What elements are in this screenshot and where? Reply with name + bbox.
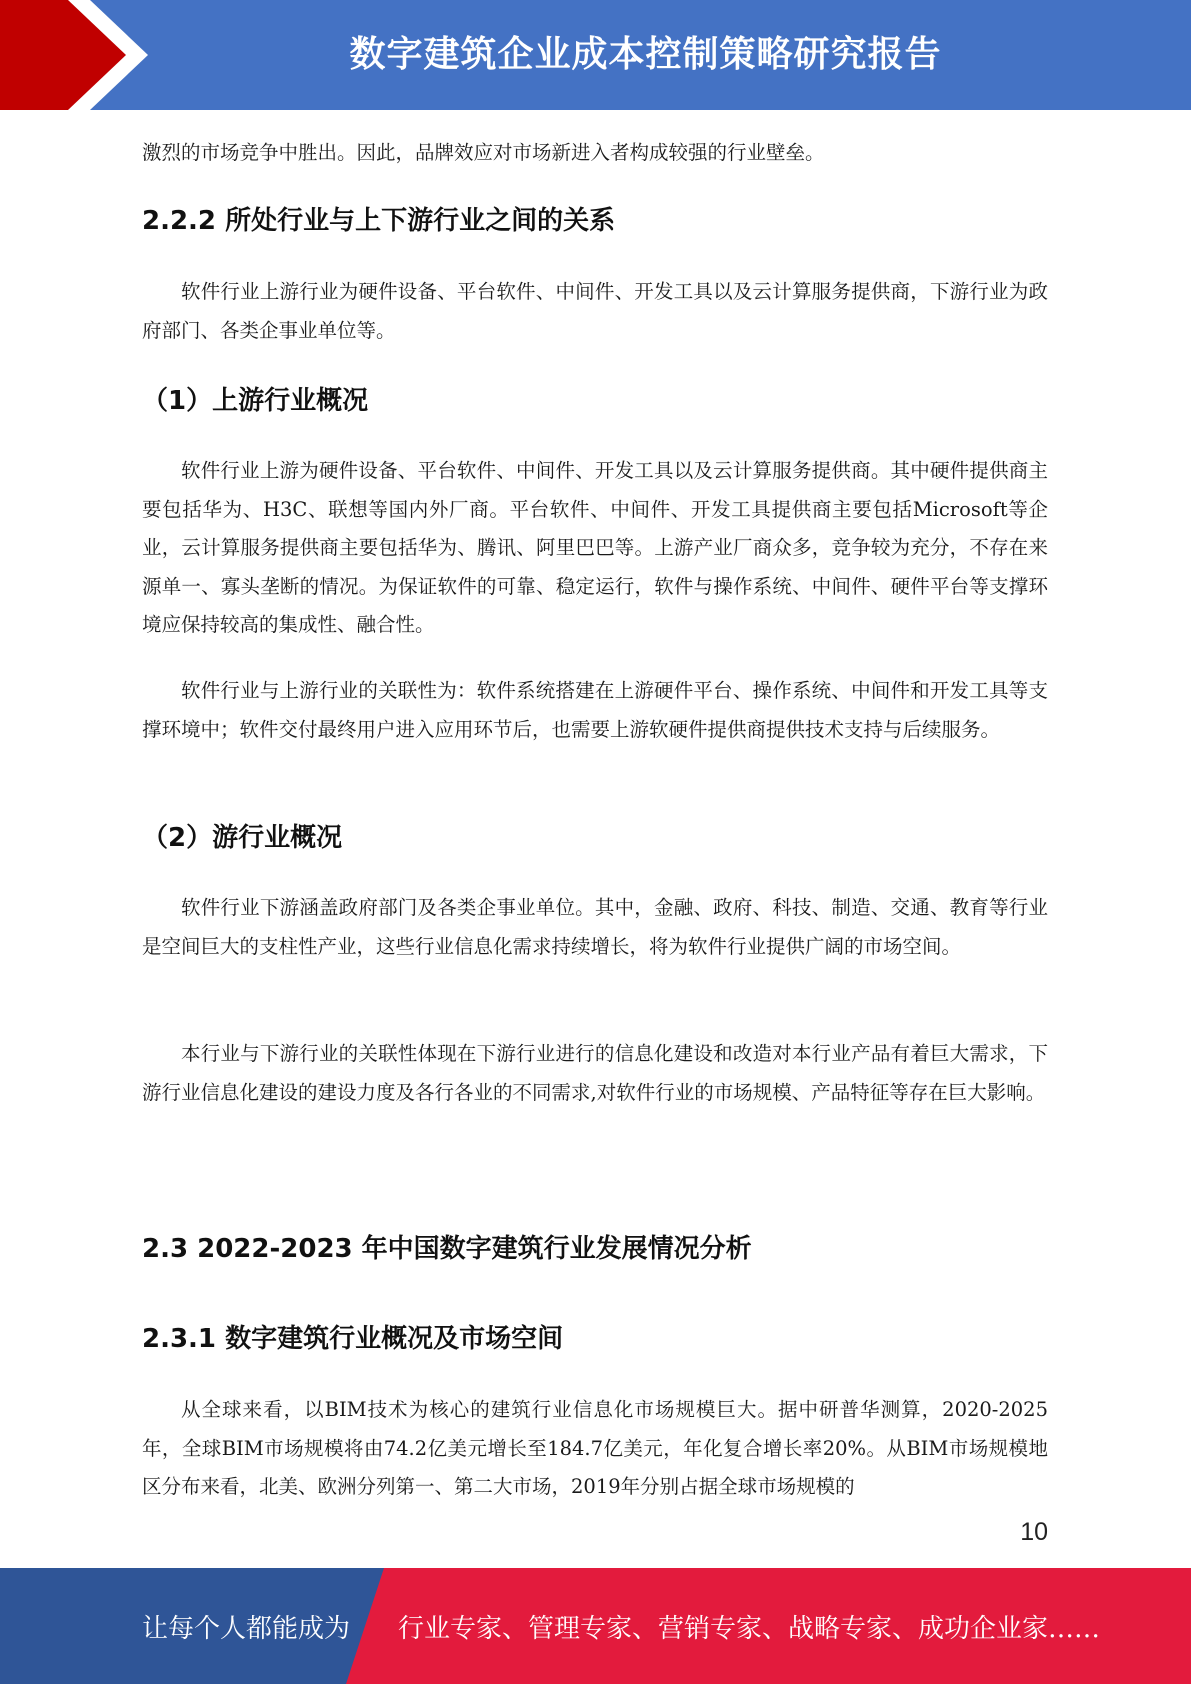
footer-slogan-right: 行业专家、管理专家、营销专家、战略专家、成功企业家…… bbox=[398, 1614, 1101, 1644]
chevron-arrow-icon bbox=[0, 0, 160, 110]
subheading-upstream: （1）上游行业概况 bbox=[142, 386, 369, 416]
paragraph: 软件行业下游涵盖政府部门及各类企事业单位。其中，金融、政府、科技、制造、交通、教育等行业是空间巨大的支柱性产业，这些行业信息化需求持续增长，将为软件行业提供广阔的市场空间。 bbox=[142, 896, 1048, 958]
paragraph: 软件行业与上游行业的关联性为：软件系统搭建在上游硬件平台、操作系统、中间件和开发工具等支撑环境中；软件交付最终用户进入应用环节后，也需要上游软硬件提供商提供技术支持与后续服务。 bbox=[142, 679, 1048, 741]
paragraph: 软件行业上游为硬件设备、平台软件、中间件、开发工具以及云计算服务提供商。其中硬件提供商主要包括华为、H3C、联想等国内外厂商。平台软件、中间件、开发工具提供商主要包括Microsoft等企业，云计算服务提供商主要包括华为、腾讯、阿里巴巴等。上游产业厂商众多，竞争较为充分，不存在来源单一、寡头垄断的情况。为保证软件的可靠、稳定运行，软件与操作系统、中间件、硬件平台等支撑环境应保持较高的集成性、融合性。 bbox=[142, 459, 1048, 636]
section-heading-2-3-1: 2.3.1 数字建筑行业概况及市场空间 bbox=[142, 1324, 564, 1354]
header-banner bbox=[0, 0, 1191, 110]
paragraph: 从全球来看，以BIM技术为核心的建筑行业信息化市场规模巨大。据中研普华测算，2020-2025年，全球BIM市场规模将由74.2亿美元增长至184.7亿美元，年化复合增长率20%。从BIM市场规模地区分布来看，北美、欧洲分列第一、第二大市场，2019年分别占据全球市场规模的 bbox=[142, 1398, 1048, 1498]
footer-slogan-left: 让每个人都能成为 bbox=[142, 1614, 351, 1644]
footer-banner bbox=[0, 1568, 1191, 1684]
page-number: 10 bbox=[1020, 1518, 1048, 1546]
section-heading-2-2-2: 2.2.2 所处行业与上下游行业之间的关系 bbox=[142, 206, 616, 236]
section-heading-2-3: 2.3 2022-2023 年中国数字建筑行业发展情况分析 bbox=[142, 1234, 752, 1264]
paragraph: 激烈的市场竞争中胜出。因此，品牌效应对市场新进入者构成较强的行业壁垒。 bbox=[142, 141, 825, 164]
subheading-downstream: （2）游行业概况 bbox=[142, 823, 343, 853]
report-title: 数字建筑企业成本控制策略研究报告 bbox=[349, 34, 942, 75]
paragraph: 软件行业上游行业为硬件设备、平台软件、中间件、开发工具以及云计算服务提供商，下游行业为政府部门、各类企事业单位等。 bbox=[142, 280, 1048, 342]
paragraph: 本行业与下游行业的关联性体现在下游行业进行的信息化建设和改造对本行业产品有着巨大需求，下游行业信息化建设的建设力度及各行各业的不同需求,对软件行业的市场规模、产品特征等存在巨大影响。 bbox=[142, 1042, 1048, 1104]
